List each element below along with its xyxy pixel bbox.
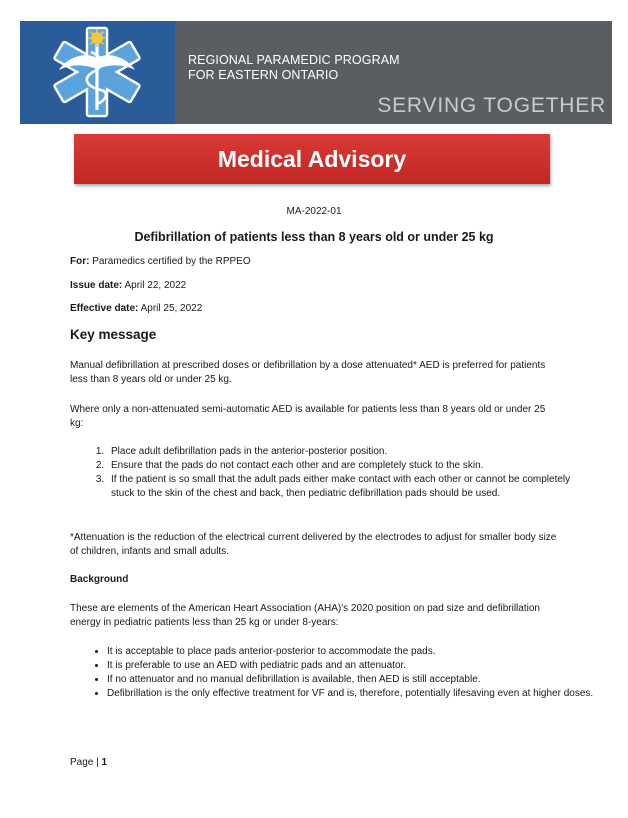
document-title: Defibrillation of patients less than 8 years old or under 25 kg — [134, 230, 494, 244]
meta-effective-label: Effective date: — [70, 303, 139, 314]
meta-issue-date — [70, 280, 186, 291]
key-message-heading: Key message — [70, 327, 157, 342]
org-name-line1: REGIONAL PARAMEDIC PROGRAM — [188, 53, 400, 67]
key-message-paragraph-2: Where only a non-attenuated semi-automatic AED is available for patients less than 8 years old or under 25 kg: — [70, 404, 546, 429]
tagline: SERVING TOGETHER — [377, 94, 606, 117]
page-footer — [70, 757, 107, 768]
logo — [20, 21, 175, 124]
list-item: • It is preferable to use an AED with pediatric pads and an attenuator. — [107, 659, 597, 673]
key-message-paragraph-1: Manual defibrillation at prescribed doses or defibrillation by a dose attenuated* AED is preferred for patients less than 8 years old or under 25 kg. — [70, 360, 546, 385]
list-item: 3. If the patient is so small that the adult pads either make contact with each other or cannot be completely stuck to the skin of the chest and back, then pediatric defibrillation pads should be used. — [107, 473, 587, 501]
meta-for-label: For: — [70, 256, 90, 267]
meta-issue-value: April 22, 2022 — [124, 280, 187, 291]
list-item: • If no attenuator and no manual defibrillation is available, then AED is still acceptable. — [107, 673, 597, 687]
list-item: 1. Place adult defibrillation pads in the anterior-posterior position. — [107, 445, 587, 459]
advisory-banner: Medical Advisory — [74, 134, 550, 184]
document-id: MA-2022-01 — [286, 206, 342, 217]
list-item: • It is acceptable to place pads anterior-posterior to accommodate the pads. — [107, 645, 597, 659]
steps-list — [70, 445, 587, 501]
meta-for — [70, 256, 251, 267]
page-separator: | — [96, 757, 99, 768]
banner — [175, 21, 612, 124]
page-number: 1 — [101, 757, 108, 768]
list-item: 2. Ensure that the pads do not contact each other and are completely stuck to the skin. — [107, 459, 587, 473]
attenuation-note: *Attenuation is the reduction of the electrical current delivered by the electrodes to adjust for smaller body size of children, infants and small adults. — [70, 532, 557, 557]
background-bullet-list — [70, 645, 597, 701]
meta-effective-date — [70, 303, 202, 314]
page-label: Page — [70, 757, 94, 768]
star-of-life-icon — [20, 21, 175, 124]
meta-issue-label: Issue date: — [70, 280, 123, 291]
meta-effective-value: April 25, 2022 — [140, 303, 203, 314]
meta-for-value: Paramedics certified by the RPPEO — [92, 256, 251, 267]
org-name-line2: FOR EASTERN ONTARIO — [188, 68, 339, 82]
background-intro: These are elements of the American Heart Association (AHA)'s 2020 position on pad size and defibrillation energy in pediatric patients less than 25 kg or under 8-years: — [70, 603, 540, 628]
header-banner — [20, 21, 612, 124]
list-item: • Defibrillation is the only effective treatment for VF and is, therefore, potentially lifesaving even at higher doses. — [107, 687, 597, 701]
background-heading: Background — [70, 574, 129, 585]
